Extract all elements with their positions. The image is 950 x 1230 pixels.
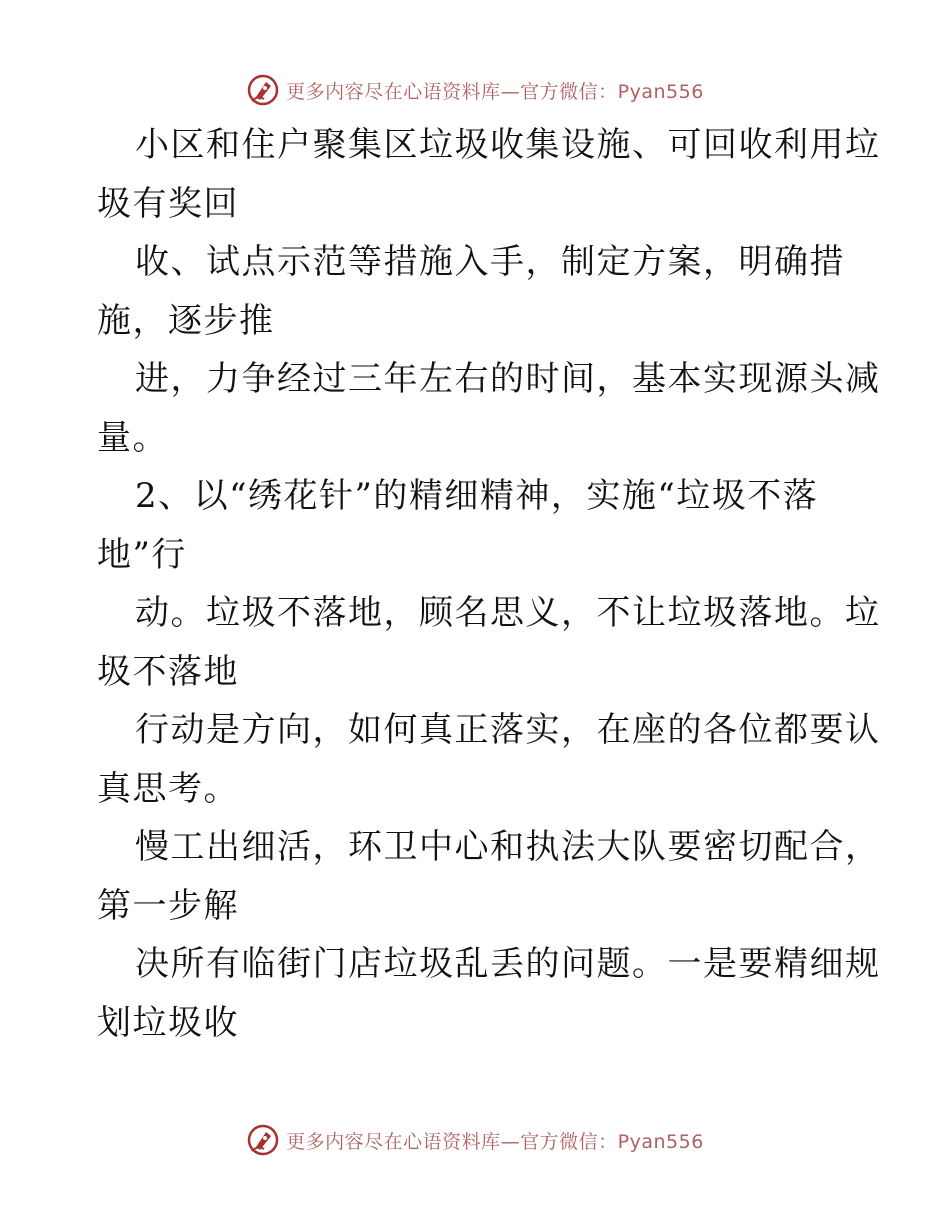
header-banner-inner <box>246 73 704 107</box>
footer-banner-inner <box>246 1123 704 1157</box>
body-line: 慢工出细活，环卫中心和执法大队要密切配合， <box>135 827 881 867</box>
body-line: 圾不落地 <box>97 651 239 692</box>
body-line: 动。垃圾不落地，顾名思义，不让垃圾落地。垃 <box>135 593 881 633</box>
document-body <box>97 116 881 1052</box>
footer-banner <box>0 1120 950 1160</box>
pen-nib-logo-icon <box>246 1123 280 1157</box>
pen-nib-logo-icon <box>246 73 280 107</box>
body-line: 圾有奖回 <box>97 183 239 224</box>
body-line: 真思考。 <box>97 768 239 809</box>
header-banner <box>0 70 950 110</box>
body-line: 划垃圾收 <box>97 1002 239 1043</box>
body-line: 量。 <box>97 417 168 458</box>
header-banner-text: 更多内容尽在心语资料库—官方微信：Pyan556 <box>286 80 704 103</box>
body-line: 小区和住户聚集区垃圾收集设施、可回收利用垃 <box>135 125 881 165</box>
footer-banner-text: 更多内容尽在心语资料库—官方微信：Pyan556 <box>286 1130 704 1153</box>
body-line: 行动是方向，如何真正落实，在座的各位都要认 <box>135 710 881 750</box>
body-line: 地”行 <box>97 534 187 575</box>
body-line: 第一步解 <box>97 885 239 926</box>
body-line: 收、试点示范等措施入手，制定方案，明确措 <box>135 242 845 282</box>
body-line: 2、以“绣花针”的精细精神，实施“垃圾不落 <box>135 476 819 516</box>
body-line: 进，力争经过三年左右的时间，基本实现源头减 <box>135 359 881 399</box>
body-line: 施，逐步推 <box>97 300 275 341</box>
body-line: 决所有临街门店垃圾乱丢的问题。一是要精细规 <box>135 944 881 984</box>
